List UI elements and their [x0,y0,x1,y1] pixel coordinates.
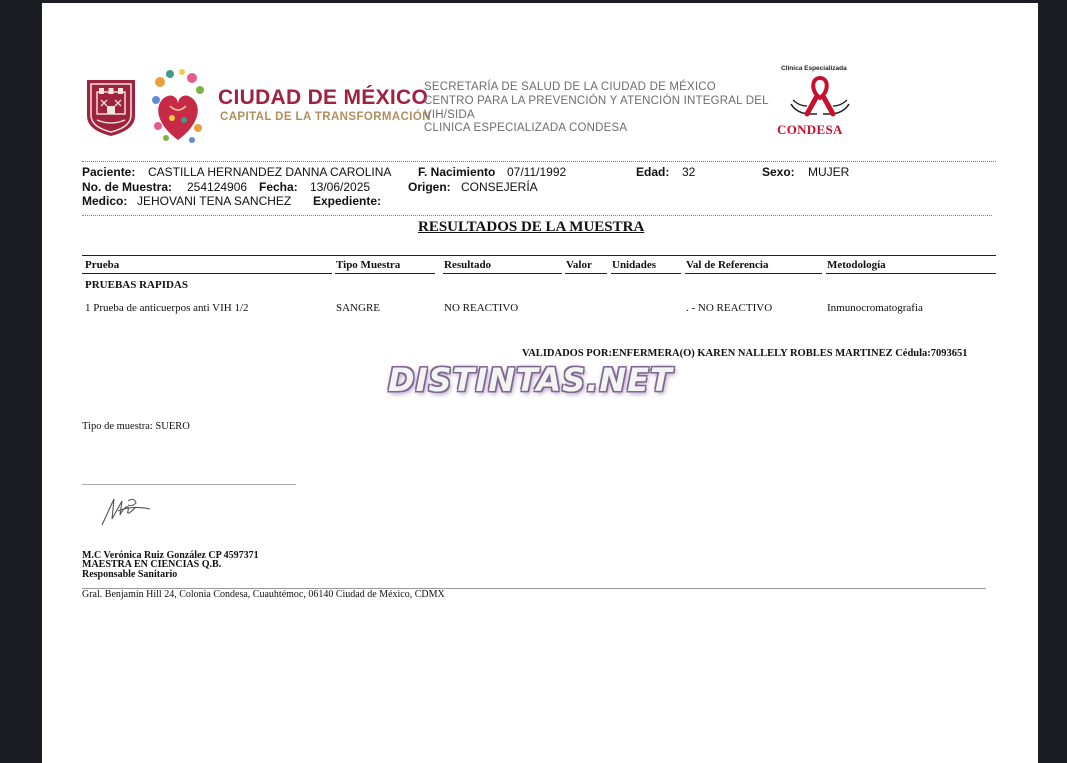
sexo-value: MUJER [808,165,850,179]
patient-divider [82,215,992,216]
header-divider [82,161,996,162]
header-underline-3 [443,273,562,274]
heart-flowers-icon [148,66,208,146]
fecha-value: 13/06/2025 [310,180,371,194]
row-resultado: NO REACTIVO [444,302,519,314]
sexo-label: Sexo: [762,165,795,179]
footer-address: Gral. Benjamin Hill 24, Colonia Condesa, Cuauhtémoc, 06140 Ciudad de México, CDMX [82,589,445,600]
expediente-label: Expediente: [313,194,382,208]
header-underline-6 [685,273,822,274]
muestra-label: No. de Muestra: [82,180,173,194]
muestra-value: 254124906 [187,180,248,194]
medico-value: JEHOVANI TENA SANCHEZ [137,194,292,208]
watermark-text: DISTINTAS.NET [388,361,673,399]
signature-role: Responsable Sanitario [82,569,178,580]
edad-value: 32 [682,165,696,179]
col-metodologia: Metodología [827,259,886,271]
col-valor: Valor [566,259,592,271]
centro-text-line2: VIH/SIDA [424,109,475,121]
col-prueba: Prueba [85,259,120,271]
paciente-value: CASTILLA HERNANDEZ DANNA CAROLINA [148,165,392,179]
group-label: PRUEBAS RAPIDAS [85,279,188,291]
header-underline-7 [826,273,996,274]
red-ribbon-hands-icon [787,74,853,120]
cdmx-title: CIUDAD DE MÉXICO [218,86,429,109]
tipo-muestra-note: Tipo de muestra: SUERO [82,421,190,432]
row-val-referencia: . - NO REACTIVO [686,302,773,314]
signature-name: M.C Verónica Ruiz González CP 4597371 [82,550,259,561]
origen-value: CONSEJERÍA [461,180,538,194]
signature-scribble-icon [98,493,154,529]
col-resultado: Resultado [444,259,492,271]
secretaria-text: SECRETARÍA DE SALUD DE LA CIUDAD DE MÉXICO [424,81,716,93]
validados-text: VALIDADOS POR:ENFERMERA(O) KAREN NALLELY ROBLES MARTINEZ Cédula:7093651 [522,348,968,359]
clinica-text: CLINICA ESPECIALIZADA CONDESA [424,122,628,134]
centro-text-line1: CENTRO PARA LA PREVENCIÓN Y ATENCIÓN INTEGRAL DEL [424,95,769,107]
table-top-rule [82,255,996,256]
col-tipo-muestra: Tipo Muestra [336,259,401,271]
medico-label: Medico: [82,194,128,208]
header-underline-2 [335,273,435,274]
col-val-referencia: Val de Referencia [686,259,769,271]
condesa-name: CONDESA [777,122,843,137]
cdmx-subtitle: CAPITAL DE LA TRANSFORMACIÓN [220,111,431,123]
col-unidades: Unidades [612,259,657,271]
signature-degree: MAESTRA EN CIENCIAS Q.B. [82,559,222,570]
results-title: RESULTADOS DE LA MUESTRA [418,219,645,235]
origen-label: Origen: [408,180,451,194]
cdmx-shield-icon [85,78,137,138]
condesa-caption: Clínica Especializada [781,65,847,72]
signature-line [82,484,296,485]
row-metodologia: Inmunocromatografia [827,302,923,314]
header-underline-5 [611,273,681,274]
fecha-label: Fecha: [259,180,298,194]
row-tipo-muestra: SANGRE [336,302,381,314]
edad-label: Edad: [636,165,670,179]
nacimiento-value: 07/11/1992 [507,165,567,179]
row-prueba: 1 Prueba de anticuerpos anti VIH 1/2 [85,302,249,314]
nacimiento-label: F. Nacimiento [418,165,496,179]
document-page [42,3,1038,763]
paciente-label: Paciente: [82,165,136,179]
header-underline-1 [82,273,332,274]
header-underline-4 [565,273,607,274]
